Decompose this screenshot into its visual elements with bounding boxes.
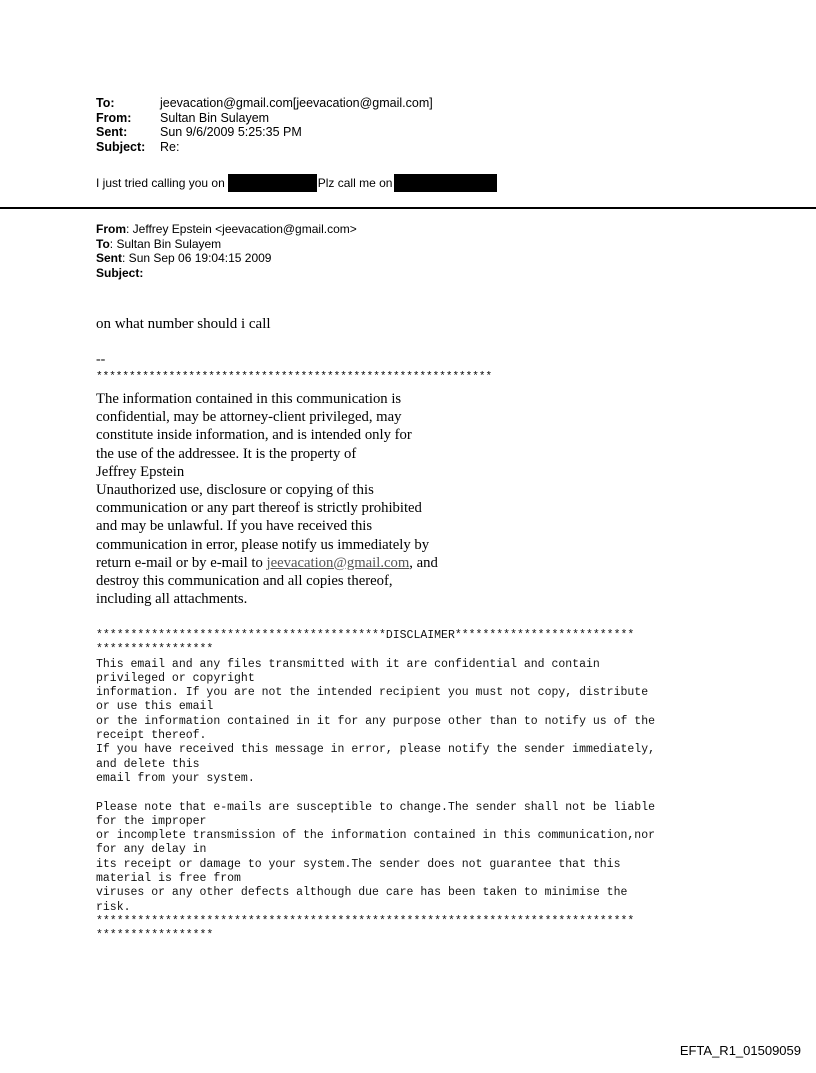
quoted-from-row xyxy=(96,222,357,237)
message-divider xyxy=(0,207,816,209)
sent-value: Sun 9/6/2009 5:25:35 PM xyxy=(160,125,302,139)
notice-line: constitute inside information, and is intended only for xyxy=(96,427,412,444)
quoted-sent-label: Sent xyxy=(96,251,123,265)
quoted-from-label: From xyxy=(96,222,126,236)
from-row xyxy=(96,111,433,126)
quoted-to-label: To xyxy=(96,236,110,251)
quoted-subject-value: : xyxy=(139,265,144,280)
to-row xyxy=(96,96,433,111)
notice-line: destroy this communication and all copies thereof, xyxy=(96,573,393,590)
quoted-from-value: : Jeffrey Epstein <jeevacation@gmail.com> xyxy=(126,222,357,236)
quoted-subject-label: Subject xyxy=(96,265,140,280)
disclaimer-block: ******************************************DISCLAIMER************************** ***************** This email and any files transmitted with it are confidential and contain privileged or copyright information. If you are not the intended recipient you must not copy, distribute or use this email or the information contained in it for any purpose other than to notify us of the receipt thereof. If you have received this message in error, please notify the sender immediately, and delete this email from your system. Please note that e-mails are susceptible to change.The sender shall not be liable for the improper or incomplete transmission of the information contained in this communication,nor for any delay in its receipt or damage to your system.The sender does not guarantee that this material is free from viruses or any other defects although due care has been taken to minimise the risk. ****************************************************************************** ***************** xyxy=(96,629,655,943)
notice-line-with-link xyxy=(96,554,476,572)
confidentiality-notice xyxy=(96,390,476,608)
quoted-subject-row xyxy=(96,266,357,281)
subject-row xyxy=(96,140,433,155)
quoted-sent-value: : Sun Sep 06 19:04:15 2009 xyxy=(122,251,272,265)
notice-line: the use of the addressee. It is the property of xyxy=(96,445,357,462)
quoted-header xyxy=(96,222,357,280)
notice-line: and may be unlawful. If you have received this xyxy=(96,518,373,535)
notice-text: return e-mail or by e-mail to xyxy=(96,554,267,571)
notice-text: , and xyxy=(409,554,438,571)
quoted-sent-row xyxy=(96,251,357,266)
reply-text-2: Plz call me on xyxy=(317,176,393,190)
quoted-to-row xyxy=(96,237,357,252)
quoted-message-body: on what number should i call xyxy=(96,316,271,332)
notice-line: Jeffrey Epstein xyxy=(96,463,185,480)
redaction-box xyxy=(228,174,317,192)
notice-line: confidential, may be attorney-client privileged, may xyxy=(96,409,402,426)
stars-separator: ************************************************************ xyxy=(96,371,493,383)
to-value: jeevacation@gmail.com[jeevacation@gmail.com] xyxy=(160,96,433,110)
email-link[interactable]: jeevacation@gmail.com xyxy=(266,554,410,571)
notice-line: communication in error, please notify us immediately by xyxy=(96,536,430,553)
signature-separator: -- xyxy=(96,352,106,367)
notice-line: The information contained in this communication is xyxy=(96,391,402,407)
from-value: Sultan Bin Sulayem xyxy=(160,110,270,125)
sent-label: Sent: xyxy=(96,125,128,139)
notice-line: Unauthorized use, disclosure or copying of this xyxy=(96,482,374,499)
email-header xyxy=(96,96,433,154)
notice-line: communication or any part thereof is strictly prohibited xyxy=(96,500,422,517)
reply-text-1: I just tried calling you on xyxy=(96,176,225,190)
subject-value: Re: xyxy=(160,139,180,154)
notice-line: including all attachments. xyxy=(96,591,248,608)
to-label: To: xyxy=(96,96,115,110)
subject-label: Subject: xyxy=(96,139,146,154)
sent-row xyxy=(96,125,433,140)
reply-body xyxy=(96,174,497,192)
from-label: From: xyxy=(96,110,132,125)
quoted-to-value: : Sultan Bin Sulayem xyxy=(109,236,222,251)
document-id: EFTA_R1_01509059 xyxy=(679,1043,801,1058)
redaction-box xyxy=(394,174,497,192)
